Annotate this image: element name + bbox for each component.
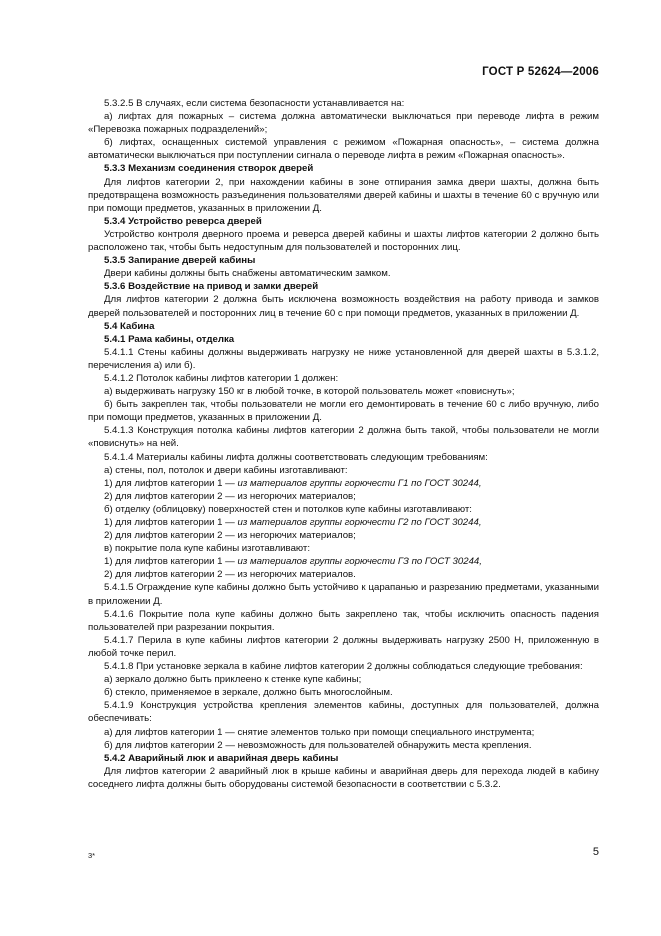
paragraph: Для лифтов категории 2 аварийный люк в крыше кабины и аварийная дверь для перехода людей в кабину соседнего лифта должны быть оборудованы системой безопасности в соответствии с 5.3.2. [88,765,599,790]
section-heading: 5.4.1 Рама кабины, отделка [104,333,235,345]
paragraph: а) зеркало должно быть приклеено к стенке купе кабины; [104,674,362,686]
list-item-emphasis: из материалов группы горючести Г2 по ГОСТ 30244, [237,517,482,528]
paragraph: 2) для лифтов категории 2 — из негорючих материалов; [104,490,356,502]
document-body [88,97,599,791]
paragraph: 5.4.1.6 Покрытие пола купе кабины должно быть закреплено так, чтобы исключить опасность падения пользователей при разрезании покрытия. [88,608,599,633]
page-number: 5 [592,846,599,858]
paragraph: 5.3.2.5 В случаях, если система безопасности устанавливается на: [104,98,405,109]
paragraph: 5.4.1.1 Стены кабины должны выдерживать нагрузку не ниже установленной для дверей шахты в 5.3.1.2, перечисления а) или б). [88,346,599,371]
document-header: ГОСТ Р 52624—2006 [482,66,599,78]
list-item-emphasis: из материалов группы горючести ГЗ по ГОСТ 30244, [237,556,482,568]
paragraph: Устройство контроля дверного проема и реверса дверей кабины и шахты лифтов категории 2 должно быть расположено так, чтобы быть недоступным для пользователей и посторонних лиц. [88,228,599,254]
paragraph [88,555,599,568]
paragraph: а) выдерживать нагрузку 150 кг в любой точке, в которой пользователь может «повиснуть»; [104,386,515,398]
paragraph: 5.4.1.7 Перила в купе кабины лифтов категории 2 должны выдерживать нагрузку 2500 Н, приложенную в любой точке перил. [88,634,599,659]
paragraph: б) быть закреплен так, чтобы пользователи не могли его демонтировать в течение 60 с либо вручную, либо при помощи предметов, указанных в приложении Д. [88,399,599,424]
paragraph [88,516,599,529]
paragraph: б) лифтах, оснащенных системой управления с режимом «Пожарная опасность», – система должна автоматически выключаться при поступлении сигнала о переводе лифта в режим «Пожарная опасность». [88,137,599,162]
paragraph: 5.4.1.4 Материалы кабины лифта должны соответствовать следующим требованиям: [104,451,488,463]
section-heading: 5.3.6 Воздействие на привод и замки дверей [104,281,319,293]
paragraph: 5.4.1.5 Ограждение купе кабины должно быть устойчиво к царапанью и разрезанию предметами, указанными в приложении Д. [88,582,599,607]
paragraph: б) для лифтов категории 2 — невозможность для пользователей обнаружить места крепления. [104,739,532,751]
paragraph: а) лифтах для пожарных – система должна автоматически выключаться при переводе лифта в режим «Перевозка пожарных подразделений»; [88,111,599,136]
paragraph: 5.4.1.2 Потолок кабины лифтов категории 1 должен: [104,372,339,384]
paragraph: 5.4.1.8 При установке зеркала в кабине лифтов категории 2 должны соблюдаться следующие требования: [104,661,583,673]
section-heading: 5.4 Кабина [104,320,155,332]
paragraph: Для лифтов категории 2, при нахождении кабины в зоне отпирания замка двери шахты, должна быть предотвращена возможность разъединения пользователями дверей кабины и шахты в течение 60 с вручную или при помощи предметов, указанных в приложении Д. [88,176,599,214]
paragraph: в) покрытие пола купе кабины изготавливают: [104,543,311,555]
paragraph [88,477,599,490]
paragraph: б) стекло, применяемое в зеркале, должно быть многослойным. [104,687,393,699]
paragraph: 5.4.1.3 Конструкция потолка кабины лифтов категории 2 должна быть такой, чтобы пользователи не могли «повиснуть» на ней. [88,425,599,450]
section-heading: 5.4.2 Аварийный люк и аварийная дверь кабины [104,752,339,764]
paragraph: 5.4.1.9 Конструкция устройства крепления элементов кабины, доступных для пользователей, должна обеспечивать: [88,700,599,725]
footer-mark: 3* [88,851,96,860]
paragraph: б) отделку (облицовку) поверхностей стен и потолков купе кабины изготавливают: [104,503,472,515]
list-item-emphasis: из материалов группы горючести Г1 по ГОСТ 30244, [237,477,482,489]
list-item-text: 1) для лифтов категории 1 — [104,517,238,528]
paragraph: а) для лифтов категории 1 — снятие элементов только при помощи специального инструмента; [104,726,535,738]
paragraph: а) стены, пол, потолок и двери кабины изготавливают: [104,464,348,476]
section-heading: 5.3.4 Устройство реверса дверей [104,215,262,227]
paragraph: Двери кабины должны быть снабжены автоматическим замком. [104,268,391,280]
section-heading: 5.3.3 Механизм соединения створок дверей [104,163,314,175]
paragraph: 2) для лифтов категории 2 — из негорючих материалов; [104,530,356,542]
list-item-text: 1) для лифтов категории 1 — [104,556,238,568]
section-heading: 5.3.5 Запирание дверей кабины [104,255,256,267]
paragraph: 2) для лифтов категории 2 — из негорючих материалов. [104,569,356,581]
paragraph: Для лифтов категории 2 должна быть исключена возможность воздействия на работу привода и замков дверей пользователей и посторонних лиц в течение 60 с при помощи предметов, указанных в приложении Д. [88,294,599,319]
list-item-text: 1) для лифтов категории 1 — [104,477,238,489]
